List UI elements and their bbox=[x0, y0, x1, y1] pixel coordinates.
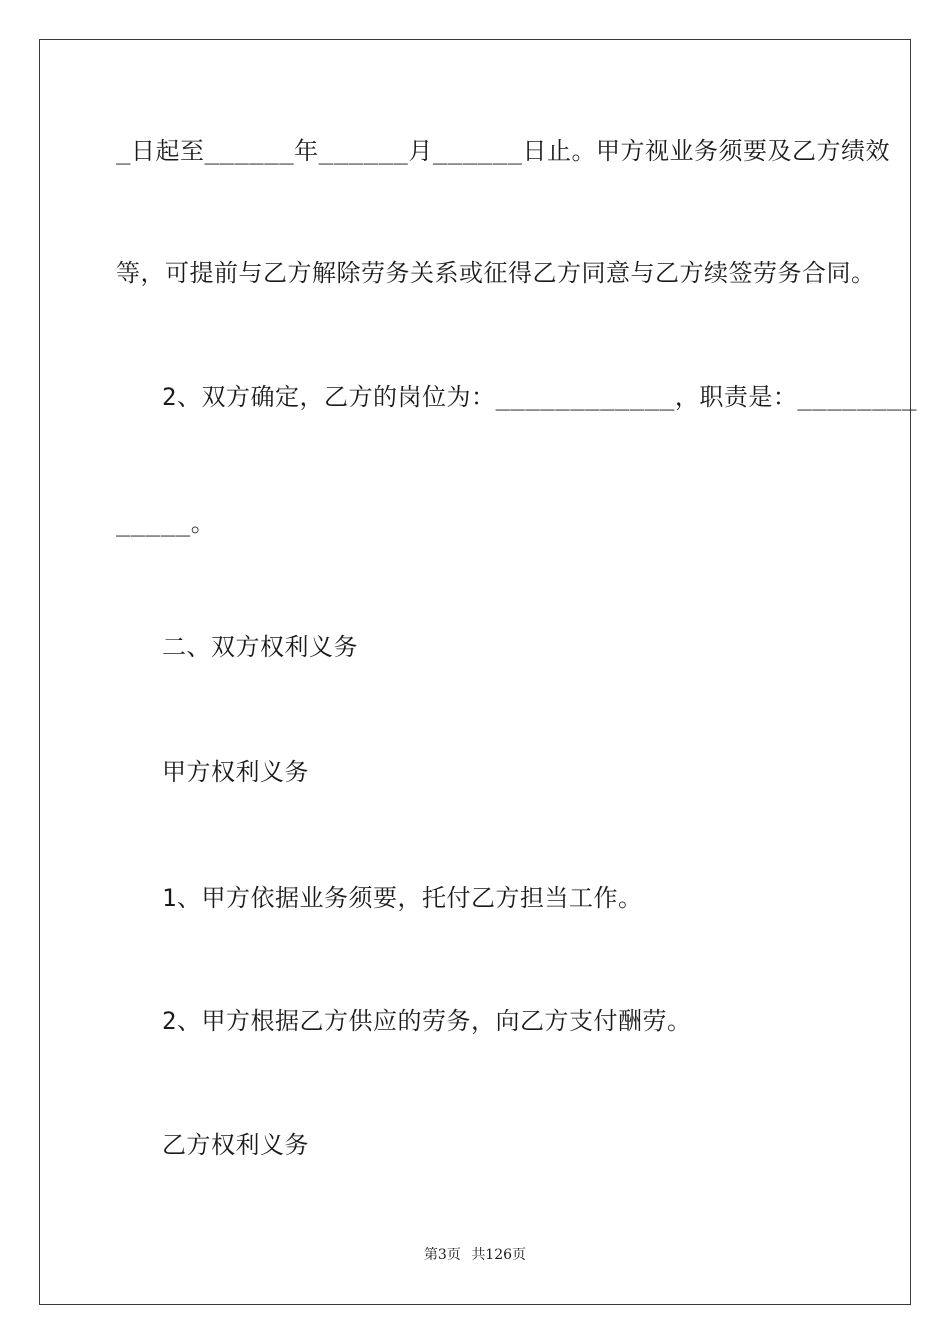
page-border bbox=[39, 39, 917, 1305]
paragraph-line-4: _____。 bbox=[116, 509, 216, 537]
paragraph-party-a-item-2: 2、甲方根据乙方供应的劳务，向乙方支付酬劳。 bbox=[162, 1007, 692, 1035]
paragraph-line-3: 2、双方确定，乙方的岗位为：____________，职责是：________ bbox=[162, 383, 917, 411]
current-page-indicator: 第3页 bbox=[423, 1247, 461, 1263]
total-pages-indicator: 共126页 bbox=[471, 1247, 527, 1263]
paragraph-party-a-item-1: 1、甲方依据业务须要，托付乙方担当工作。 bbox=[162, 884, 643, 912]
section-heading-rights-obligations: 二、双方权利义务 bbox=[162, 633, 358, 661]
paragraph-line-1: _日起至______年______月______日止。甲方视业务须要及乙方绩效 bbox=[116, 137, 891, 165]
page-footer bbox=[0, 1246, 950, 1264]
subheading-party-a: 甲方权利义务 bbox=[162, 758, 309, 786]
subheading-party-b: 乙方权利义务 bbox=[162, 1131, 309, 1159]
paragraph-line-2: 等，可提前与乙方解除劳务关系或征得乙方同意与乙方续签劳务合同。 bbox=[116, 259, 876, 287]
